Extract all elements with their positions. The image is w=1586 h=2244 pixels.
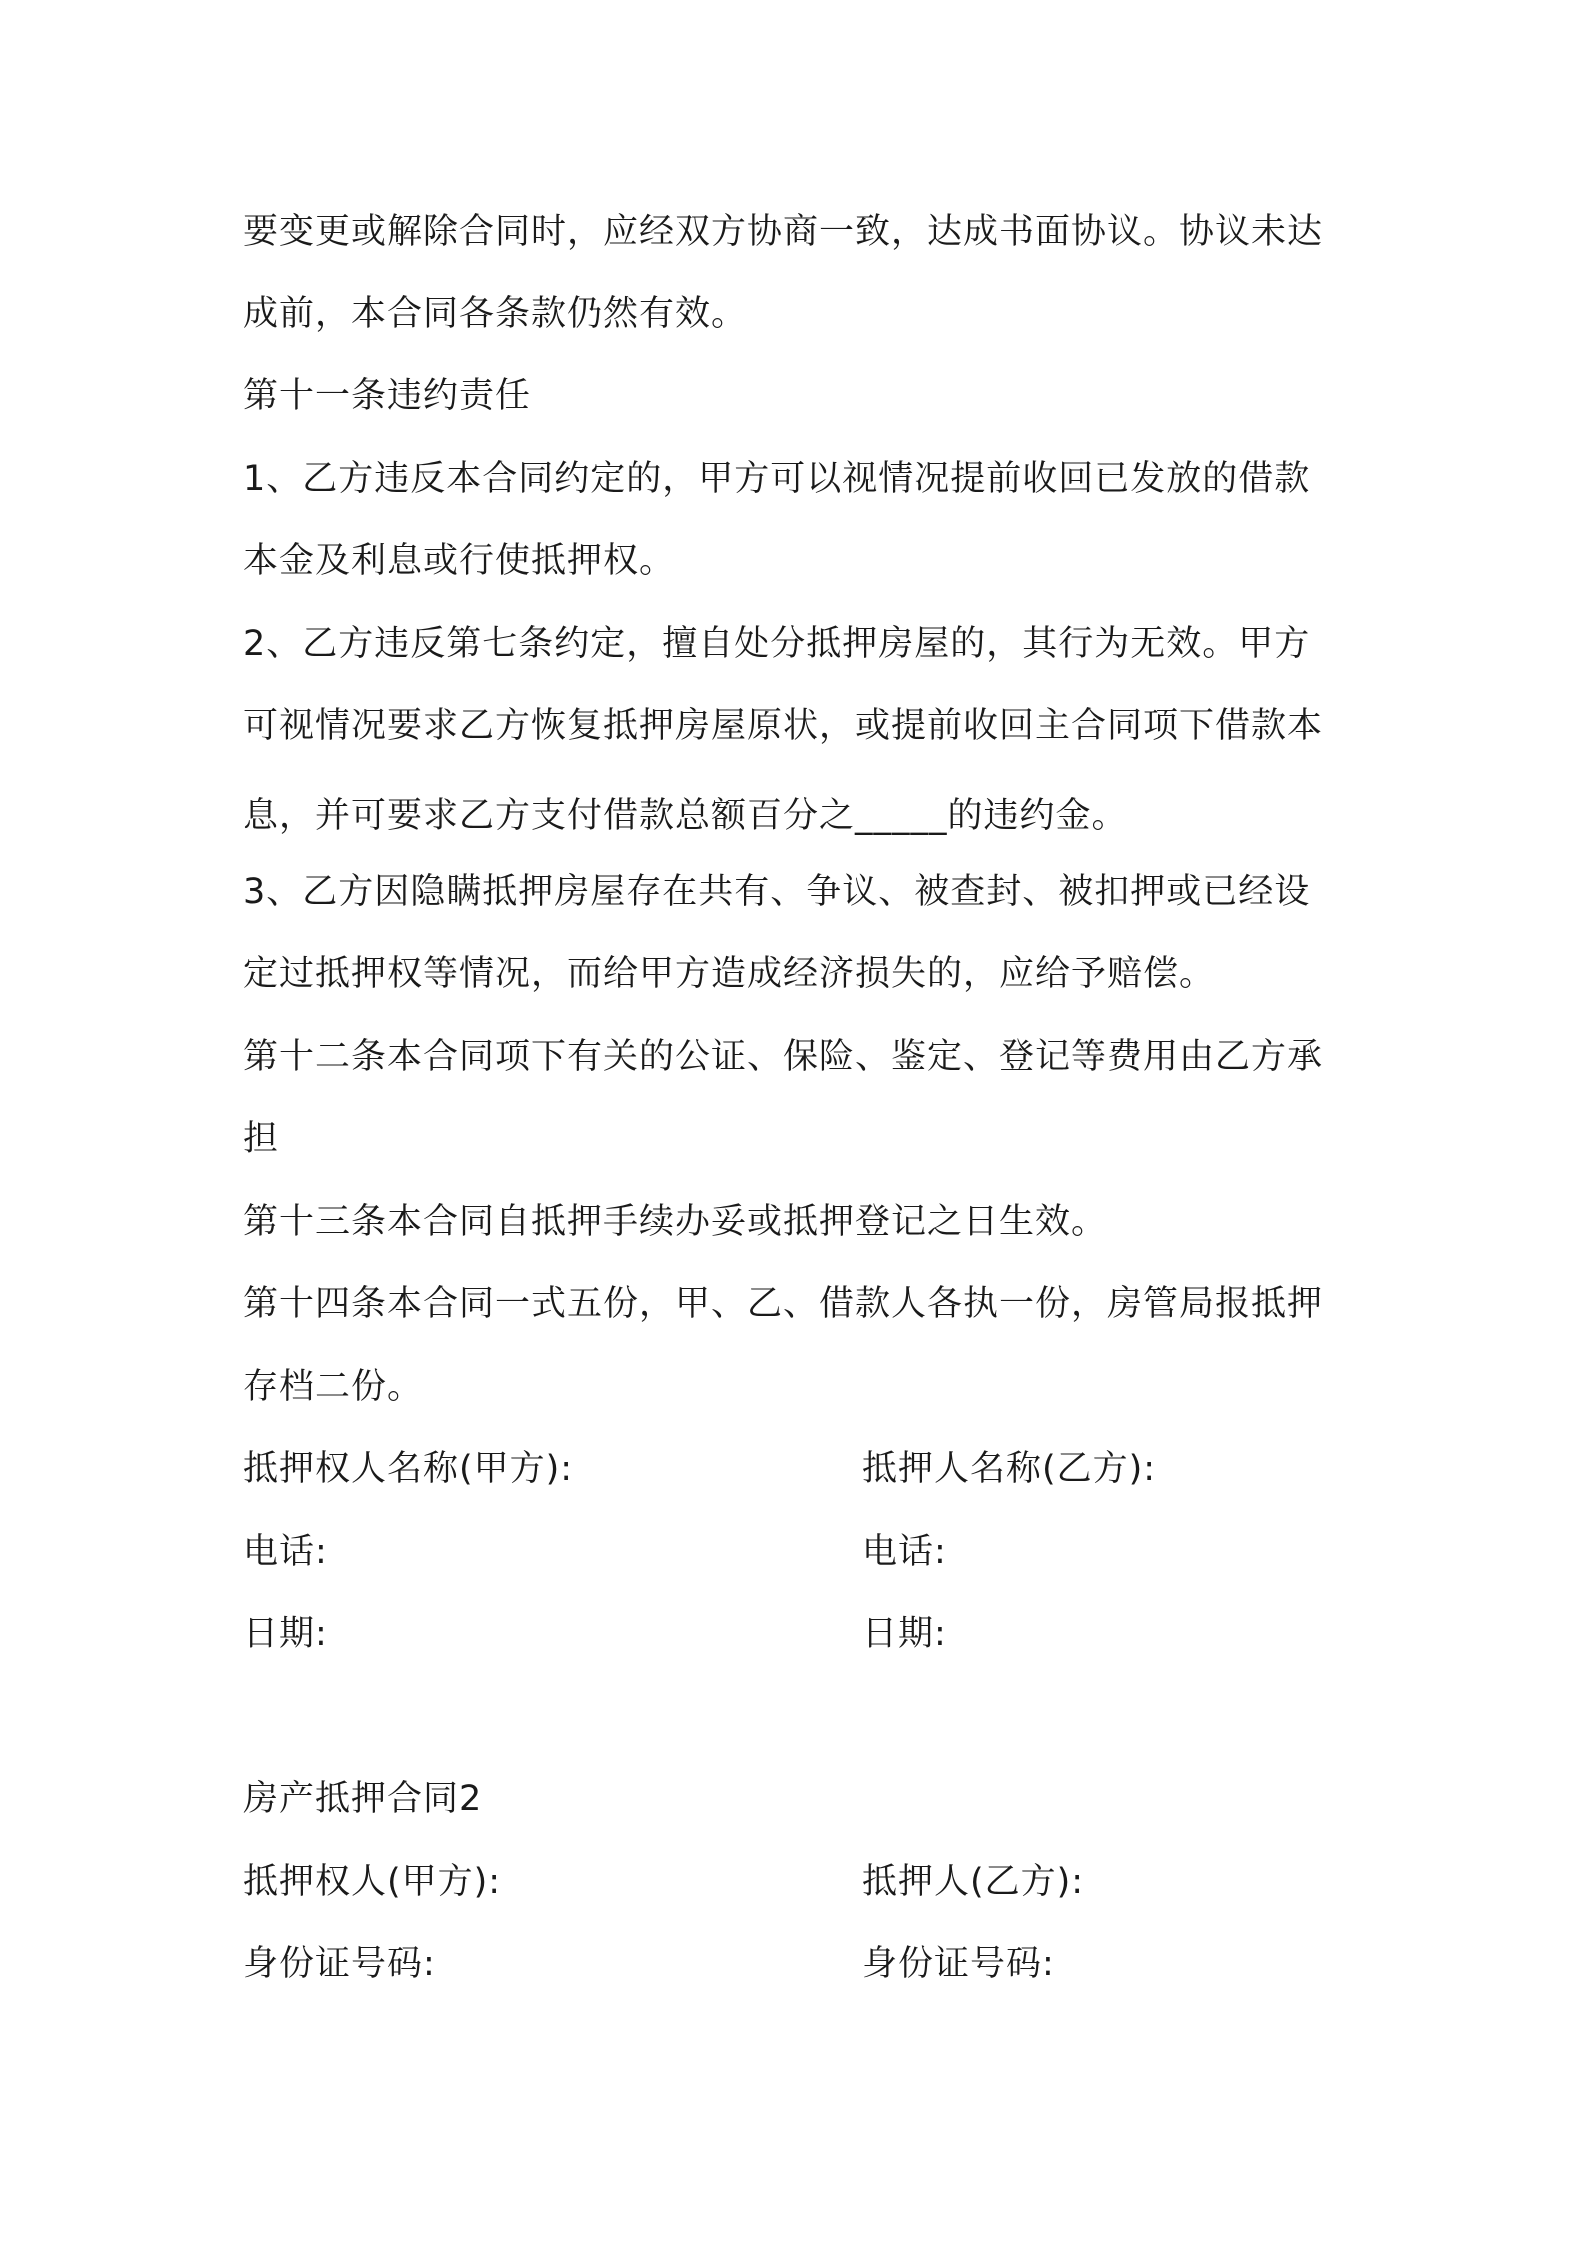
clause-11-2-line-3: 息，并可要求乙方支付借款总额百分之_____的违约金。 bbox=[243, 796, 1128, 836]
mortgagor-date-label: 日期: bbox=[862, 1614, 947, 1654]
contract-2-title: 房产抵押合同2 bbox=[243, 1779, 483, 1819]
article-11-heading: 第十一条违约责任 bbox=[243, 376, 532, 416]
text-line-1: 要变更或解除合同时，应经双方协商一致，达成书面协议。协议未达 bbox=[243, 212, 1324, 252]
mortgagee-phone-label: 电话: bbox=[243, 1532, 328, 1572]
clause-11-2-line-1: 2、乙方违反第七条约定，擅自处分抵押房屋的，其行为无效。甲方 bbox=[243, 624, 1311, 664]
clause-11-3-line-2: 定过抵押权等情况，而给甲方造成经济损失的，应给予赔偿。 bbox=[243, 954, 1216, 994]
contract-2-mortgagor-label: 抵押人(乙方): bbox=[862, 1862, 1085, 1902]
article-14-line-2: 存档二份。 bbox=[243, 1367, 424, 1407]
mortgagee-date-label: 日期: bbox=[243, 1614, 328, 1654]
clause-11-2-line-2: 可视情况要求乙方恢复抵押房屋原状，或提前收回主合同项下借款本 bbox=[243, 706, 1324, 746]
contract-2-mortgagee-label: 抵押权人(甲方): bbox=[243, 1862, 502, 1902]
contract-2-mortgagee-id-label: 身份证号码: bbox=[243, 1944, 436, 1984]
clause-11-1-line-1: 1、乙方违反本合同约定的，甲方可以视情况提前收回已发放的借款 bbox=[243, 459, 1311, 499]
mortgagor-phone-label: 电话: bbox=[862, 1532, 947, 1572]
article-14-line-1: 第十四条本合同一式五份，甲、乙、借款人各执一份，房管局报抵押 bbox=[243, 1284, 1324, 1324]
text-line-2: 成前，本合同各条款仍然有效。 bbox=[243, 294, 748, 334]
article-12-line-2: 担 bbox=[243, 1119, 280, 1159]
clause-11-1-line-2: 本金及利息或行使抵押权。 bbox=[243, 541, 676, 581]
mortgagor-name-label: 抵押人名称(乙方): bbox=[862, 1449, 1157, 1489]
article-13: 第十三条本合同自抵押手续办妥或抵押登记之日生效。 bbox=[243, 1202, 1108, 1242]
mortgagee-name-label: 抵押权人名称(甲方): bbox=[243, 1449, 574, 1489]
article-12-line-1: 第十二条本合同项下有关的公证、保险、鉴定、登记等费用由乙方承 bbox=[243, 1037, 1324, 1077]
contract-2-mortgagor-id-label: 身份证号码: bbox=[862, 1944, 1055, 1984]
clause-11-3-line-1: 3、乙方因隐瞒抵押房屋存在共有、争议、被查封、被扣押或已经设 bbox=[243, 872, 1311, 912]
